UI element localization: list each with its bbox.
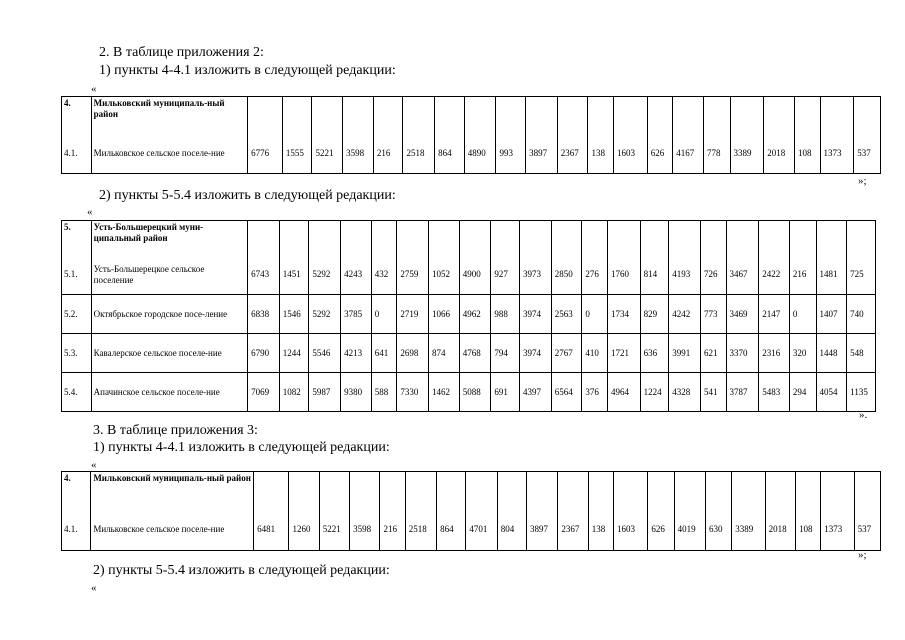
- value-cell: [403, 97, 435, 134]
- value-cell: 4890: [464, 134, 496, 174]
- value-cell: 4019: [674, 509, 705, 551]
- value-cell: 814: [640, 256, 669, 295]
- value-cell: 3787: [726, 373, 759, 412]
- value-cell: [496, 97, 526, 134]
- value-cell: 6776: [248, 134, 283, 174]
- value-cell: [527, 472, 558, 509]
- open-quote: «: [91, 83, 97, 95]
- value-cell: 864: [437, 509, 466, 551]
- value-cell: 4900: [459, 256, 491, 295]
- value-cell: 138: [588, 134, 614, 174]
- value-cell: 5483: [759, 373, 790, 412]
- value-cell: 432: [371, 256, 397, 295]
- open-quote: «: [87, 206, 93, 218]
- value-cell: 1603: [614, 134, 648, 174]
- value-cell: [526, 97, 558, 134]
- value-cell: [466, 472, 497, 509]
- table-appendix-3-items-4: [61, 471, 881, 551]
- value-cell: 3598: [343, 134, 374, 174]
- value-cell: 5292: [309, 256, 341, 295]
- row-name: Апачинское сельское поселе-ние: [91, 373, 247, 412]
- value-cell: 1546: [279, 295, 309, 334]
- value-cell: [373, 97, 403, 134]
- value-cell: [371, 221, 397, 256]
- value-cell: 927: [491, 256, 520, 295]
- value-cell: [435, 97, 465, 134]
- value-cell: 5987: [309, 373, 341, 412]
- value-cell: [669, 221, 701, 256]
- value-cell: 7069: [248, 373, 280, 412]
- value-cell: 1734: [607, 295, 640, 334]
- section-2-item-1: 1) пункты 4-4.1 изложить в следующей редакции:: [99, 63, 396, 78]
- value-cell: 216: [789, 256, 816, 295]
- value-cell: 4167: [673, 134, 704, 174]
- value-cell: 537: [854, 509, 880, 551]
- value-cell: [700, 221, 726, 256]
- value-cell: 1760: [607, 256, 640, 295]
- close-quote: »;: [858, 549, 867, 561]
- value-cell: [464, 97, 496, 134]
- value-cell: [343, 97, 374, 134]
- value-cell: 2018: [764, 134, 795, 174]
- value-cell: 216: [373, 134, 403, 174]
- value-cell: [648, 472, 674, 509]
- value-cell: [437, 472, 466, 509]
- value-cell: 4243: [341, 256, 372, 295]
- value-cell: 4054: [816, 373, 847, 412]
- row-name: Октябрьское городское посе-ление: [91, 295, 247, 334]
- value-cell: 3469: [726, 295, 759, 334]
- value-cell: [854, 472, 880, 509]
- row-code: 4.: [62, 472, 91, 509]
- value-cell: 3897: [526, 134, 558, 174]
- value-cell: [397, 221, 429, 256]
- value-cell: 320: [789, 334, 816, 373]
- table-row: [62, 509, 881, 551]
- value-cell: 0: [789, 295, 816, 334]
- value-cell: [248, 221, 280, 256]
- value-cell: 0: [582, 295, 608, 334]
- value-cell: [673, 97, 704, 134]
- value-cell: 4962: [459, 295, 491, 334]
- value-cell: 2018: [765, 509, 795, 551]
- value-cell: [497, 472, 526, 509]
- value-cell: 3991: [669, 334, 701, 373]
- value-cell: 9380: [341, 373, 372, 412]
- value-cell: 1451: [279, 256, 309, 295]
- table-group-row: [62, 97, 881, 134]
- value-cell: 740: [847, 295, 876, 334]
- value-cell: 1481: [816, 256, 847, 295]
- value-cell: 6790: [248, 334, 280, 373]
- value-cell: 1407: [816, 295, 847, 334]
- value-cell: 1373: [821, 509, 854, 551]
- value-cell: [614, 97, 648, 134]
- value-cell: 3897: [527, 509, 558, 551]
- section-2-heading: 2. В таблице приложения 2:: [99, 45, 264, 60]
- section-3-heading: 3. В таблице приложения 3:: [93, 423, 258, 438]
- value-cell: [795, 472, 820, 509]
- value-cell: 3467: [726, 256, 759, 295]
- value-cell: [674, 472, 705, 509]
- value-cell: 3785: [341, 295, 372, 334]
- value-cell: [551, 221, 582, 256]
- value-cell: 636: [640, 334, 669, 373]
- value-cell: [647, 97, 673, 134]
- value-cell: [588, 472, 613, 509]
- value-cell: [705, 472, 731, 509]
- value-cell: 864: [435, 134, 465, 174]
- value-cell: 778: [703, 134, 730, 174]
- value-cell: 1224: [640, 373, 669, 412]
- row-code: 4.1.: [62, 134, 92, 174]
- value-cell: 5088: [459, 373, 491, 412]
- value-cell: [730, 97, 764, 134]
- value-cell: [248, 97, 283, 134]
- value-cell: 626: [647, 134, 673, 174]
- value-cell: 726: [700, 256, 726, 295]
- value-cell: 2367: [557, 134, 588, 174]
- value-cell: 3974: [520, 334, 552, 373]
- value-cell: 294: [789, 373, 816, 412]
- value-cell: 988: [491, 295, 520, 334]
- row-code: 5.1.: [62, 256, 92, 295]
- row-name: Мильковское сельское поселе-ние: [91, 509, 254, 551]
- value-cell: [429, 221, 460, 256]
- value-cell: [350, 472, 380, 509]
- value-cell: [588, 97, 614, 134]
- value-cell: [405, 472, 436, 509]
- table-row: [62, 134, 881, 174]
- value-cell: 108: [794, 134, 820, 174]
- value-cell: [319, 472, 349, 509]
- value-cell: 794: [491, 334, 520, 373]
- value-cell: 2759: [397, 256, 429, 295]
- value-cell: [282, 97, 312, 134]
- value-cell: [759, 221, 790, 256]
- value-cell: [789, 221, 816, 256]
- open-quote: «: [91, 459, 97, 471]
- value-cell: [820, 97, 854, 134]
- value-cell: [520, 221, 552, 256]
- value-cell: [557, 97, 588, 134]
- value-cell: 1244: [279, 334, 309, 373]
- value-cell: 2563: [551, 295, 582, 334]
- table-appendix-2-items-4: [61, 96, 881, 174]
- value-cell: 588: [371, 373, 397, 412]
- table-group-row: [62, 472, 881, 509]
- value-cell: 3974: [520, 295, 552, 334]
- value-cell: [459, 221, 491, 256]
- value-cell: 2147: [759, 295, 790, 334]
- value-cell: 874: [429, 334, 460, 373]
- row-name: Мильковский муниципаль-ный район: [91, 97, 247, 134]
- value-cell: 6564: [551, 373, 582, 412]
- row-code: 5.4.: [62, 373, 92, 412]
- value-cell: 2518: [405, 509, 436, 551]
- value-cell: 4768: [459, 334, 491, 373]
- value-cell: [289, 472, 319, 509]
- value-cell: 1373: [820, 134, 854, 174]
- row-code: 5.: [62, 221, 92, 256]
- section-2-item-2: 2) пункты 5-5.4 изложить в следующей редакции:: [99, 188, 396, 203]
- value-cell: 1260: [289, 509, 319, 551]
- table-row: [62, 256, 876, 295]
- value-cell: [640, 221, 669, 256]
- value-cell: 5221: [319, 509, 349, 551]
- value-cell: 626: [648, 509, 674, 551]
- value-cell: 4242: [669, 295, 701, 334]
- value-cell: 2850: [551, 256, 582, 295]
- row-name: Мильковское сельское поселе-ние: [91, 134, 247, 174]
- row-name: Мильковский муниципаль-ный район: [91, 472, 254, 509]
- value-cell: [254, 472, 289, 509]
- value-cell: 4328: [669, 373, 701, 412]
- value-cell: 138: [588, 509, 613, 551]
- row-code: 5.2.: [62, 295, 92, 334]
- value-cell: 4213: [341, 334, 372, 373]
- value-cell: [312, 97, 343, 134]
- value-cell: 7330: [397, 373, 429, 412]
- section-3-item-2: 2) пункты 5-5.4 изложить в следующей редакции:: [93, 563, 390, 578]
- table-appendix-2-items-5: [61, 220, 876, 412]
- table-row: [62, 373, 876, 412]
- row-code: 5.3.: [62, 334, 92, 373]
- value-cell: 1066: [429, 295, 460, 334]
- value-cell: 541: [700, 373, 726, 412]
- row-code: 4.: [62, 97, 92, 134]
- section-3-item-1: 1) пункты 4-4.1 изложить в следующей редакции:: [93, 440, 390, 455]
- value-cell: 1448: [816, 334, 847, 373]
- close-quote: ».: [859, 409, 868, 421]
- value-cell: 5221: [312, 134, 343, 174]
- value-cell: 621: [700, 334, 726, 373]
- value-cell: [732, 472, 765, 509]
- value-cell: [816, 221, 847, 256]
- table-group-row: [62, 221, 876, 256]
- value-cell: 1555: [282, 134, 312, 174]
- value-cell: 2316: [759, 334, 790, 373]
- value-cell: 108: [795, 509, 820, 551]
- row-name: Усть-Большерецкое сельское поселение: [91, 256, 247, 295]
- value-cell: 1721: [607, 334, 640, 373]
- value-cell: 3370: [726, 334, 759, 373]
- value-cell: [558, 472, 588, 509]
- value-cell: 1462: [429, 373, 460, 412]
- value-cell: 3973: [520, 256, 552, 295]
- value-cell: 548: [847, 334, 876, 373]
- value-cell: 5546: [309, 334, 341, 373]
- value-cell: 3389: [730, 134, 764, 174]
- close-quote: »;: [858, 175, 867, 187]
- value-cell: 6838: [248, 295, 280, 334]
- value-cell: [765, 472, 795, 509]
- value-cell: 4193: [669, 256, 701, 295]
- value-cell: [279, 221, 309, 256]
- value-cell: [821, 472, 854, 509]
- value-cell: 725: [847, 256, 876, 295]
- value-cell: 4964: [607, 373, 640, 412]
- open-quote: «: [91, 582, 97, 594]
- table-row: [62, 334, 876, 373]
- value-cell: 993: [496, 134, 526, 174]
- value-cell: [613, 472, 647, 509]
- row-name: Усть-Большерецкий муни-ципальный район: [91, 221, 247, 256]
- value-cell: 3389: [732, 509, 765, 551]
- value-cell: 6481: [254, 509, 289, 551]
- value-cell: 3598: [350, 509, 380, 551]
- value-cell: 376: [582, 373, 608, 412]
- value-cell: 4701: [466, 509, 497, 551]
- value-cell: 537: [854, 134, 881, 174]
- value-cell: 1082: [279, 373, 309, 412]
- value-cell: 276: [582, 256, 608, 295]
- row-code: 4.1.: [62, 509, 91, 551]
- value-cell: [847, 221, 876, 256]
- value-cell: 773: [700, 295, 726, 334]
- value-cell: [794, 97, 820, 134]
- value-cell: [309, 221, 341, 256]
- value-cell: 2518: [403, 134, 435, 174]
- value-cell: 2719: [397, 295, 429, 334]
- table-row: [62, 295, 876, 334]
- value-cell: 829: [640, 295, 669, 334]
- value-cell: 1135: [847, 373, 876, 412]
- value-cell: 804: [497, 509, 526, 551]
- value-cell: 630: [705, 509, 731, 551]
- value-cell: [607, 221, 640, 256]
- value-cell: 641: [371, 334, 397, 373]
- value-cell: 2698: [397, 334, 429, 373]
- value-cell: [380, 472, 405, 509]
- value-cell: [491, 221, 520, 256]
- value-cell: 691: [491, 373, 520, 412]
- value-cell: 5292: [309, 295, 341, 334]
- value-cell: 410: [582, 334, 608, 373]
- value-cell: [854, 97, 881, 134]
- value-cell: 4397: [520, 373, 552, 412]
- value-cell: 216: [380, 509, 405, 551]
- value-cell: 6743: [248, 256, 280, 295]
- value-cell: 2422: [759, 256, 790, 295]
- value-cell: 1603: [613, 509, 647, 551]
- value-cell: [703, 97, 730, 134]
- value-cell: 2767: [551, 334, 582, 373]
- value-cell: 1052: [429, 256, 460, 295]
- value-cell: [582, 221, 608, 256]
- row-name: Кавалерское сельское поселе-ние: [91, 334, 247, 373]
- value-cell: 2367: [558, 509, 588, 551]
- value-cell: 0: [371, 295, 397, 334]
- value-cell: [726, 221, 759, 256]
- value-cell: [764, 97, 795, 134]
- value-cell: [341, 221, 372, 256]
